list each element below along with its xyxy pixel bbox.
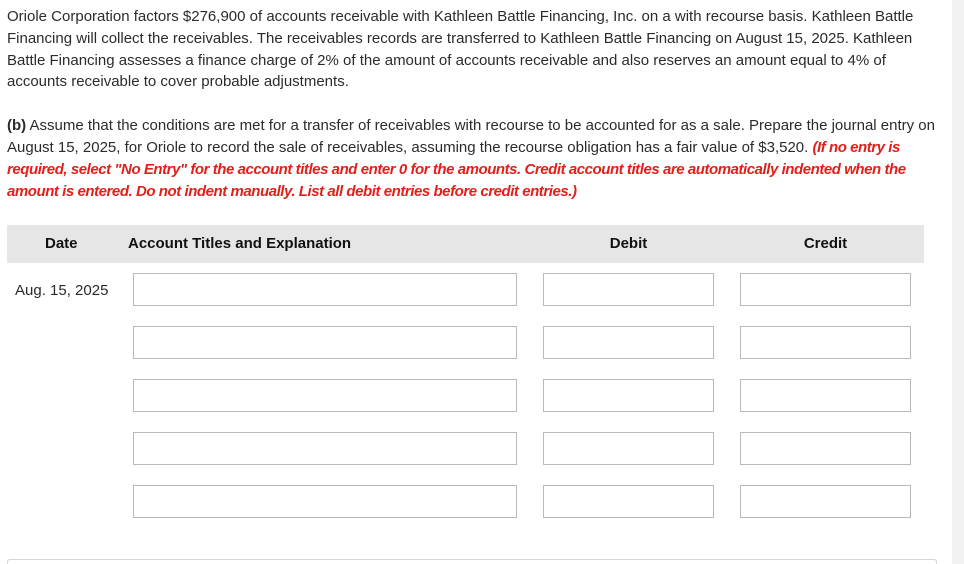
debit-input-3[interactable] <box>543 379 714 412</box>
part-b-prompt <box>7 115 939 202</box>
credit-input-2[interactable] <box>740 326 911 359</box>
account-title-input-2[interactable] <box>133 326 517 359</box>
debit-input-5[interactable] <box>543 485 714 518</box>
account-title-input-3[interactable] <box>133 379 517 412</box>
question-content <box>7 6 939 202</box>
credit-input-1[interactable] <box>740 273 911 306</box>
header-debit: Debit <box>609 235 648 252</box>
header-account-titles: Account Titles and Explanation <box>128 235 352 252</box>
instructions: (If no entry is required, select "No Entry" for the account titles and enter 0 for the amounts. Credit account titles are automatically indented when the amount is entered. Do not indent manually. List all debit entries before credit entries.) <box>7 138 906 200</box>
scrollbar-track[interactable] <box>952 0 964 564</box>
debit-input-4[interactable] <box>543 432 714 465</box>
header-date: Date <box>45 235 78 252</box>
account-title-input-4[interactable] <box>133 432 517 465</box>
debit-input-2[interactable] <box>543 326 714 359</box>
credit-input-5[interactable] <box>740 485 911 518</box>
account-title-input-5[interactable] <box>133 485 517 518</box>
problem-intro: Oriole Corporation factors $276,900 of accounts receivable with Kathleen Battle Financing, Inc. on a with recourse basis. Kathleen Battle Financing will collect the receivables. The receivables records are transferred to Kathleen Battle Financing on August 15, 2025. Kathleen Battle Financing assesses a finance charge of 2% of the amount of accounts receivable and also reserves an amount equal to 4% of accounts receivable to cover probable adjustments. <box>7 8 914 91</box>
entry-date: Aug. 15, 2025 <box>15 282 109 299</box>
part-text: Assume that the conditions are met for a transfer of receivables with recourse to be accounted for as a sale. Prepare the journal entry on August 15, 2025, for Oriole to record the sale of receivables, assuming the recourse obligation has a fair value of $3,520. <box>7 117 935 156</box>
part-label: (b) <box>7 117 27 135</box>
credit-input-3[interactable] <box>740 379 911 412</box>
header-credit: Credit <box>803 235 848 252</box>
journal-table-header <box>7 225 924 263</box>
account-title-input-1[interactable] <box>133 273 517 306</box>
credit-input-4[interactable] <box>740 432 911 465</box>
next-section-border <box>7 559 937 564</box>
debit-input-1[interactable] <box>543 273 714 306</box>
